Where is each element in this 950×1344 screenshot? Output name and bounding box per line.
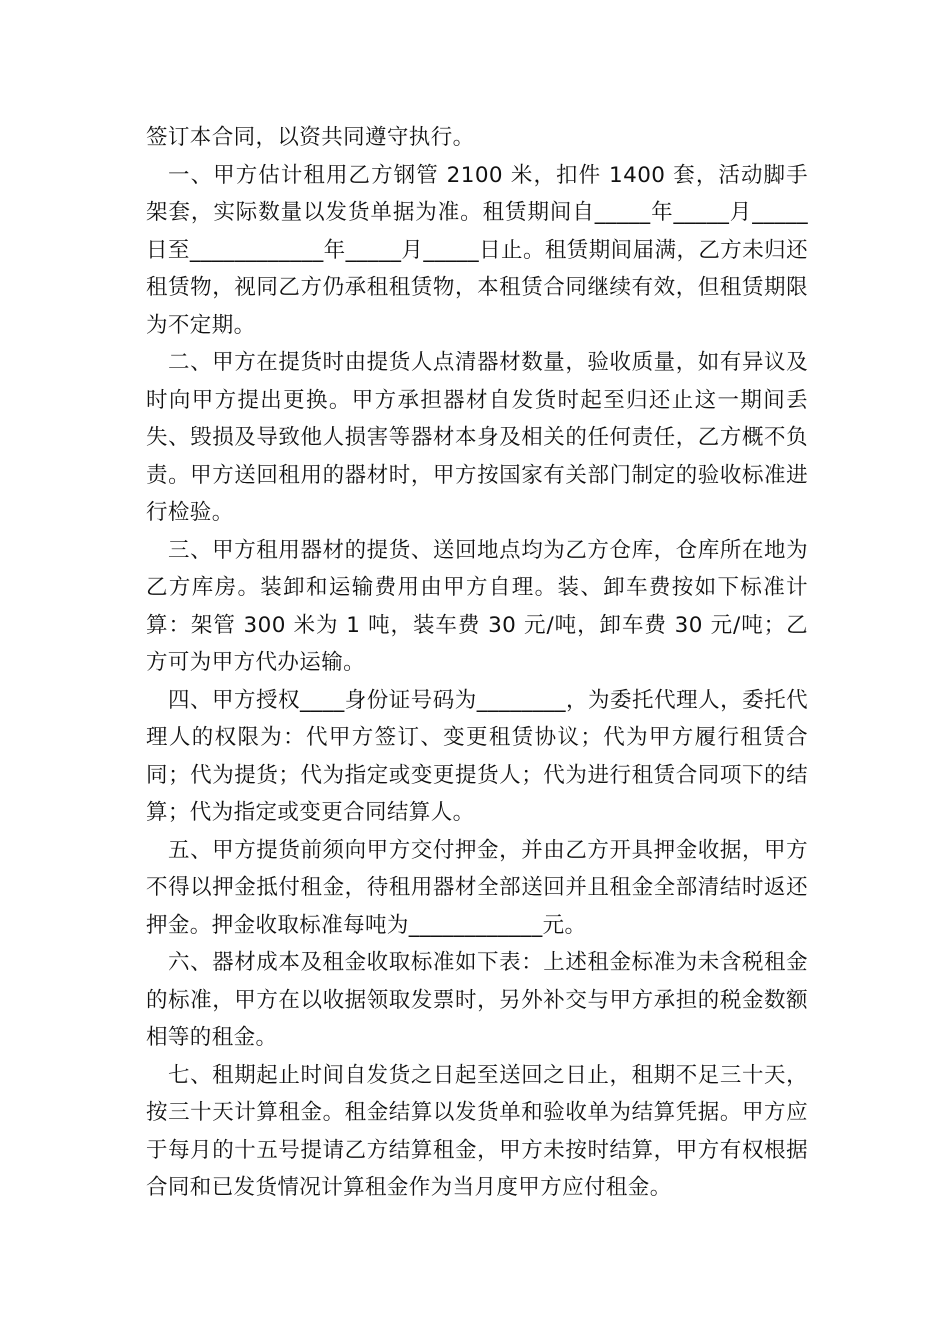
paragraph-clause-5: 五、甲方提货前须向甲方交付押金，并由乙方开具押金收据，甲方不得以押金抵付租金，待租用器材全部送回并且租金全部清结时返还押金。押金收取标准每吨为____________元。	[146, 837, 808, 938]
paragraph-intro: 签订本合同，以资共同遵守执行。	[146, 125, 475, 150]
paragraph-clause-6: 六、器材成本及租金收取标准如下表：上述租金标准为未含税租金的标准，甲方在以收据领取发票时，另外补交与甲方承担的税金数额相等的租金。	[146, 950, 808, 1050]
paragraph-clause-4: 四、甲方授权____身份证号码为________，为委托代理人，委托代理人的权限为：代甲方签订、变更租赁协议；代为甲方履行租赁合同；代为提货；代为指定或变更提货人；代为进行租赁合同项下的结算；代为指定或变更合同结算人。	[146, 687, 808, 825]
paragraph-clause-2: 二、甲方在提货时由提货人点清器材数量，验收质量，如有异议及时向甲方提出更换。甲方承担器材自发货时起至归还止这一期间丢失、毁损及导致他人损害等器材本身及相关的任何责任，乙方概不负责。甲方送回租用的器材时，甲方按国家有关部门制定的验收标准进行检验。	[146, 350, 808, 525]
document-body	[146, 119, 808, 1207]
paragraph-clause-3: 三、甲方租用器材的提货、送回地点均为乙方仓库，仓库所在地为乙方库房。装卸和运输费用由甲方自理。装、卸车费按如下标准计算：架管 300 米为 1 吨，装车费 30 元/吨，卸车费 30 元/吨；乙方可为甲方代办运输。	[146, 537, 808, 675]
paragraph-clause-7: 七、租期起止时间自发货之日起至送回之日止，租期不足三十天，按三十天计算租金。租金结算以发货单和验收单为结算凭据。甲方应于每月的十五号提请乙方结算租金，甲方未按时结算，甲方有权根据合同和已发货情况计算租金作为当月度甲方应付租金。	[146, 1062, 808, 1200]
paragraph-clause-1: 一、甲方估计租用乙方钢管 2100 米，扣件 1400 套，活动脚手架套，实际数量以发货单据为准。租赁期间自_____年_____月_____日至____________年_____月_____日止。租赁期间届满，乙方未归还租赁物，视同乙方仍承租租赁物，本租赁合同继续有效，但租赁期限为不定期。	[146, 162, 808, 338]
